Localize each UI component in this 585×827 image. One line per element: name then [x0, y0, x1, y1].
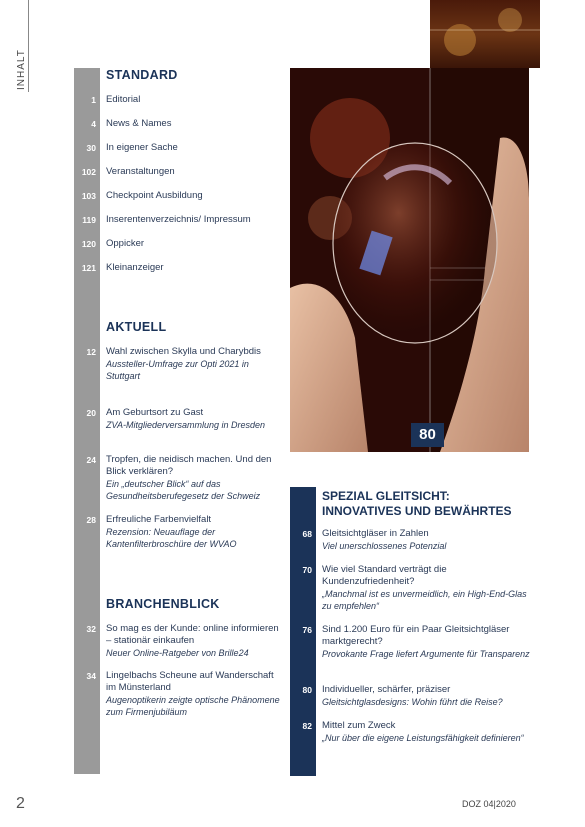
entry-subtitle: „Nur über die eigene Leistungsfähigkeit definieren“ [322, 733, 524, 743]
entry-title: Am Geburtsort zu Gast [106, 407, 204, 418]
heading-aktuell: AKTUELL [106, 320, 167, 334]
page-number: 12 [86, 347, 96, 357]
issue-footer: DOZ 04|2020 [462, 799, 516, 809]
toc-entry[interactable] [74, 623, 284, 659]
toc-entry[interactable] [74, 670, 284, 718]
page-number: 119 [82, 215, 96, 225]
toc-entry[interactable] [74, 214, 284, 226]
heading-spezial: SPEZIAL GLEITSICHT: INNOVATIVES UND BEWÄHRTES [322, 489, 512, 518]
page-number: 80 [302, 685, 312, 695]
entry-subtitle: „Manchmal ist es unvermeidlich, ein High-End-Glas zu empfehlen“ [322, 589, 527, 611]
entry-title: Wie viel Standard verträgt die Kundenzufriedenheit? [322, 564, 447, 587]
entry-subtitle: Aussteller-Umfrage zur Opti 2021 in Stuttgart [106, 359, 249, 381]
page-number: 4 [91, 119, 96, 129]
entry-title: In eigener Sache [106, 142, 178, 153]
entry-subtitle: Gleitsichtglasdesigns: Wohin führt die Reise? [322, 697, 503, 707]
entry-title: Tropfen, die neidisch machen. Und den Blick verklären? [106, 454, 272, 477]
entry-title: Gleitsichtgläser in Zahlen [322, 528, 429, 539]
section-label: INHALT [16, 49, 27, 90]
page-number: 28 [86, 515, 96, 525]
entry-subtitle: ZVA-Mitgliederversammlung in Dresden [106, 420, 266, 430]
entry-title: Sind 1.200 Euro für ein Paar Gleitsichtgläser marktgerecht? [322, 624, 510, 647]
entry-subtitle: Provokante Frage liefert Argumente für Transparenz [322, 649, 530, 659]
toc-entry[interactable] [290, 564, 530, 612]
toc-entry[interactable] [74, 238, 284, 250]
entry-title: News & Names [106, 118, 172, 129]
entry-title: Veranstaltungen [106, 166, 175, 177]
page-number-footer: 2 [16, 795, 25, 812]
page-number: 120 [81, 239, 96, 249]
entry-title: Wahl zwischen Skylla und Charybdis [106, 346, 261, 357]
page-number: 68 [302, 529, 312, 539]
page-number: 1 [91, 95, 96, 105]
toc-entry[interactable] [74, 346, 284, 382]
photo-page-badge[interactable]: 80 [411, 423, 444, 447]
toc-entry[interactable] [290, 624, 530, 660]
toc-entry[interactable] [74, 514, 284, 550]
toc-entry[interactable] [290, 528, 530, 552]
page-number: 121 [81, 263, 96, 273]
photo-top-strip [430, 0, 540, 68]
page-number: 70 [302, 565, 312, 575]
page-number: 102 [81, 167, 96, 177]
entry-subtitle: Viel unerschlossenes Potenzial [322, 541, 447, 551]
entry-title: Mittel zum Zweck [322, 720, 396, 731]
page-number: 103 [81, 191, 96, 201]
entry-title: Inserentenverzeichnis/ Impressum [106, 214, 251, 225]
entry-title: Checkpoint Ausbildung [106, 190, 203, 201]
page-number: 76 [302, 625, 312, 635]
toc-entry[interactable] [74, 118, 284, 130]
entry-subtitle: Rezension: Neuauflage der Kantenfilterbroschüre der WVAO [106, 527, 237, 549]
toc-entry[interactable] [290, 684, 530, 708]
entry-subtitle: Ein „deutscher Blick“ auf das Gesundheitsberufegesetz der Schweiz [106, 479, 261, 501]
toc-entry[interactable] [74, 407, 284, 431]
toc-entry[interactable] [290, 720, 530, 744]
heading-branchenblick: BRANCHENBLICK [106, 597, 220, 611]
entry-title: So mag es der Kunde: online informieren – stationär einkaufen [106, 623, 279, 646]
entry-title: Oppicker [106, 238, 145, 249]
entry-subtitle: Augenoptikerin zeigte optische Phänomene zum Firmenjubiläum [106, 695, 280, 717]
toc-entry[interactable] [74, 142, 284, 154]
entry-title: Kleinanzeiger [106, 262, 164, 273]
page-number: 32 [86, 624, 96, 634]
heading-standard: STANDARD [106, 68, 178, 82]
entry-title: Erfreuliche Farbenvielfalt [106, 514, 212, 525]
toc-entry[interactable] [74, 94, 284, 106]
page-number: 82 [302, 721, 312, 731]
entry-subtitle: Neuer Online-Ratgeber von Brille24 [106, 648, 249, 658]
entry-title: Lingelbachs Scheune auf Wanderschaft im Münsterland [106, 670, 274, 693]
toc-entry[interactable] [74, 454, 284, 502]
page-number: 30 [86, 143, 96, 153]
cover-photo-lens[interactable] [290, 68, 529, 452]
entry-title: Editorial [106, 94, 141, 105]
page-number: 24 [86, 455, 96, 465]
page-number: 20 [86, 408, 96, 418]
page-number: 34 [86, 671, 96, 681]
toc-entry[interactable] [74, 262, 284, 274]
entry-title: Individueller, schärfer, präziser [322, 684, 451, 695]
toc-entry[interactable] [74, 190, 284, 202]
toc-entry[interactable] [74, 166, 284, 178]
